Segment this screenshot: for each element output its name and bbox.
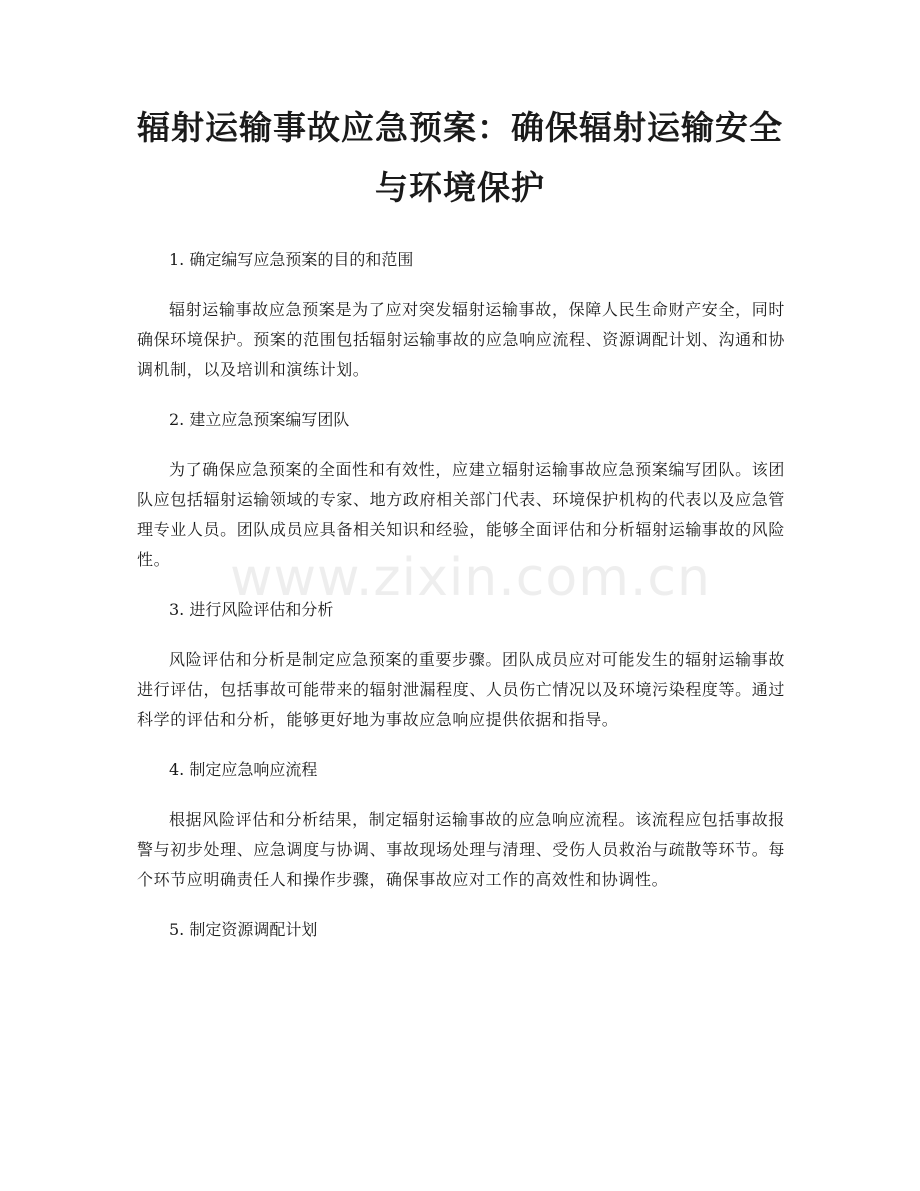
section-1-heading: 1. 确定编写应急预案的目的和范围	[169, 250, 414, 269]
section-3-heading: 3. 进行风险评估和分析	[169, 600, 334, 619]
section-5-heading: 5. 制定资源调配计划	[169, 920, 318, 939]
section-2-paragraph: 为了确保应急预案的全面性和有效性，应建立辐射运输事故应急预案编写团队。该团队应包括辐射运输领域的专家、地方政府相关部门代表、环境保护机构的代表以及应急管理专业人员。团队成员应具备相关知识和经验，能够全面评估和分析辐射运输事故的风险性。	[137, 460, 785, 569]
document-title	[130, 98, 790, 218]
title-line-1: 辐射运输事故应急预案：确保辐射运输安全	[137, 108, 783, 147]
section-4-paragraph: 根据风险评估和分析结果，制定辐射运输事故的应急响应流程。该流程应包括事故报警与初步处理、应急调度与协调、事故现场处理与清理、受伤人员救治与疏散等环节。每个环节应明确责任人和操作步骤，确保事故应对工作的高效性和协调性。	[137, 810, 785, 889]
section-1-paragraph: 辐射运输事故应急预案是为了应对突发辐射运输事故，保障人民生命财产安全，同时确保环境保护。预案的范围包括辐射运输事故的应急响应流程、资源调配计划、沟通和协调机制，以及培训和演练计划。	[137, 300, 785, 379]
section-2-heading: 2. 建立应急预案编写团队	[169, 410, 350, 429]
watermark: www.zixin.com.cn	[230, 548, 711, 608]
document-body	[137, 245, 785, 965]
section-4-heading: 4. 制定应急响应流程	[169, 760, 318, 779]
section-3-paragraph: 风险评估和分析是制定应急预案的重要步骤。团队成员应对可能发生的辐射运输事故进行评估，包括事故可能带来的辐射泄漏程度、人员伤亡情况以及环境污染程度等。通过科学的评估和分析，能够更好地为事故应急响应提供依据和指导。	[137, 650, 785, 729]
title-line-2: 与环境保护	[375, 168, 545, 207]
